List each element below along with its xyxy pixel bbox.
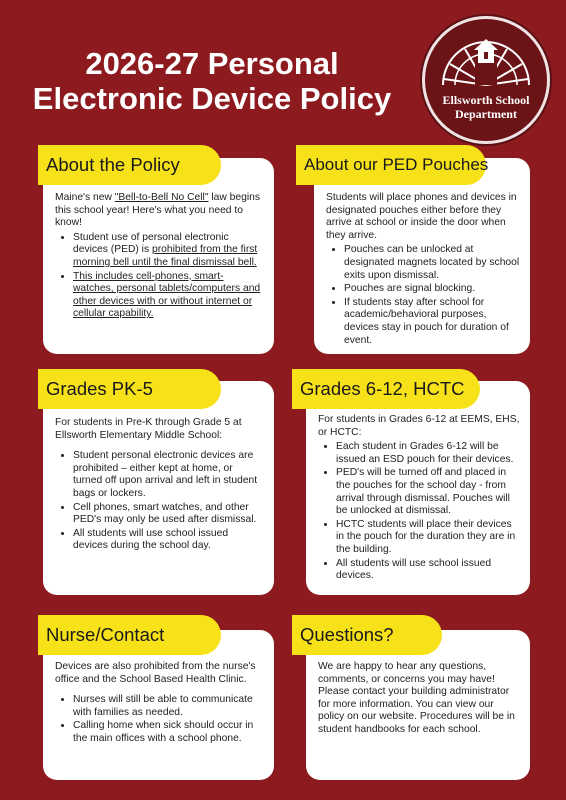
- list-item: • Student personal electronic devices are prohibited – either kept at home, or turned off upon arrival and left in student bags or lockers.: [73, 450, 264, 500]
- g612-intro: For students in Grades 6-12 at EEMS, EHS, or HCTC:: [318, 414, 520, 438]
- g612-list: [318, 441, 520, 583]
- pk5-card: [43, 381, 274, 595]
- list-item: • PED's will be turned off and placed in the pouches for the school day - from arrival through dismissal. Pouches will be unlocked at dismissal.: [336, 467, 520, 517]
- list-item: • Cell phones, smart watches, and other PED's may only be used after dismissal.: [73, 502, 264, 527]
- list-item: • Pouches can be unlocked at designated magnets located by school exits upon dismissal.: [344, 244, 520, 282]
- g612-heading: Grades 6-12, HCTC: [292, 369, 480, 409]
- list-item: • Each student in Grades 6-12 will be issued an ESD pouch for their devices.: [336, 441, 520, 466]
- nurse-heading: Nurse/Contact: [38, 615, 221, 655]
- school-logo: [422, 16, 550, 144]
- questions-heading: Questions?: [292, 615, 442, 655]
- schoolhouse-icon: [425, 19, 547, 141]
- list-item: • Calling home when sick should occur in the main offices with a school phone.: [73, 720, 264, 745]
- about-policy-heading: About the Policy: [38, 145, 221, 185]
- nurse-list: [55, 694, 264, 745]
- logo-line-1: Ellsworth School: [442, 93, 530, 107]
- about-policy-list: [55, 232, 264, 321]
- law-name: "Bell-to-Bell No Cell": [114, 192, 209, 203]
- pouches-list: [326, 244, 520, 347]
- pk5-list: [55, 450, 264, 553]
- about-policy-intro: Maine's new "Bell-to-Bell No Cell" law begins this school year! Here's what you need to know!: [55, 192, 261, 229]
- list-item: • HCTC students will place their devices in the pouch for the duration they are in the building.: [336, 519, 520, 557]
- questions-body: We are happy to hear any questions, comments, or concerns you may have! Please contact your building administrator for more information. You can view our policy on our website. Procedures will be in student handbooks for each school.: [318, 661, 515, 735]
- pouches-intro: Students will place phones and devices in designated pouches either before they arrive at school or inside the door when they arrive.: [326, 192, 517, 241]
- logo-line-2: Department: [455, 107, 517, 121]
- pouches-card: [314, 158, 530, 354]
- list-item: • This includes cell-phones, smart-watches, personal tablets/computers and other devices with or without internet or cellular capability.: [73, 271, 264, 321]
- pk5-heading: Grades PK-5: [38, 369, 221, 409]
- pouches-heading: About our PED Pouches: [296, 145, 486, 185]
- list-item: • If students stay after school for academic/behavioral purposes, devices stay in pouch for duration of event.: [344, 297, 520, 347]
- list-item: • All students will use school issued devices during the school day.: [73, 528, 264, 553]
- list-item: • Pouches are signal blocking.: [344, 283, 520, 296]
- pk5-intro: For students in Pre-K through Grade 5 at Ellsworth Elementary Middle School:: [55, 417, 242, 441]
- page-title: [12, 46, 412, 116]
- title-line-1: 2026-27 Personal: [85, 46, 339, 81]
- list-item: • Student use of personal electronic devices (PED) is prohibited from the first morning bell until the final dismissal bell.: [73, 232, 264, 270]
- list-item: • Nurses will still be able to communicate with families as needed.: [73, 694, 264, 719]
- about-policy-card: [43, 158, 274, 354]
- nurse-intro: Devices are also prohibited from the nurse's office and the School Based Health Clinic.: [55, 661, 256, 685]
- list-item: • All students will use school issued devices.: [336, 558, 520, 583]
- g612-card: [306, 381, 530, 595]
- title-line-2: Electronic Device Policy: [32, 81, 392, 116]
